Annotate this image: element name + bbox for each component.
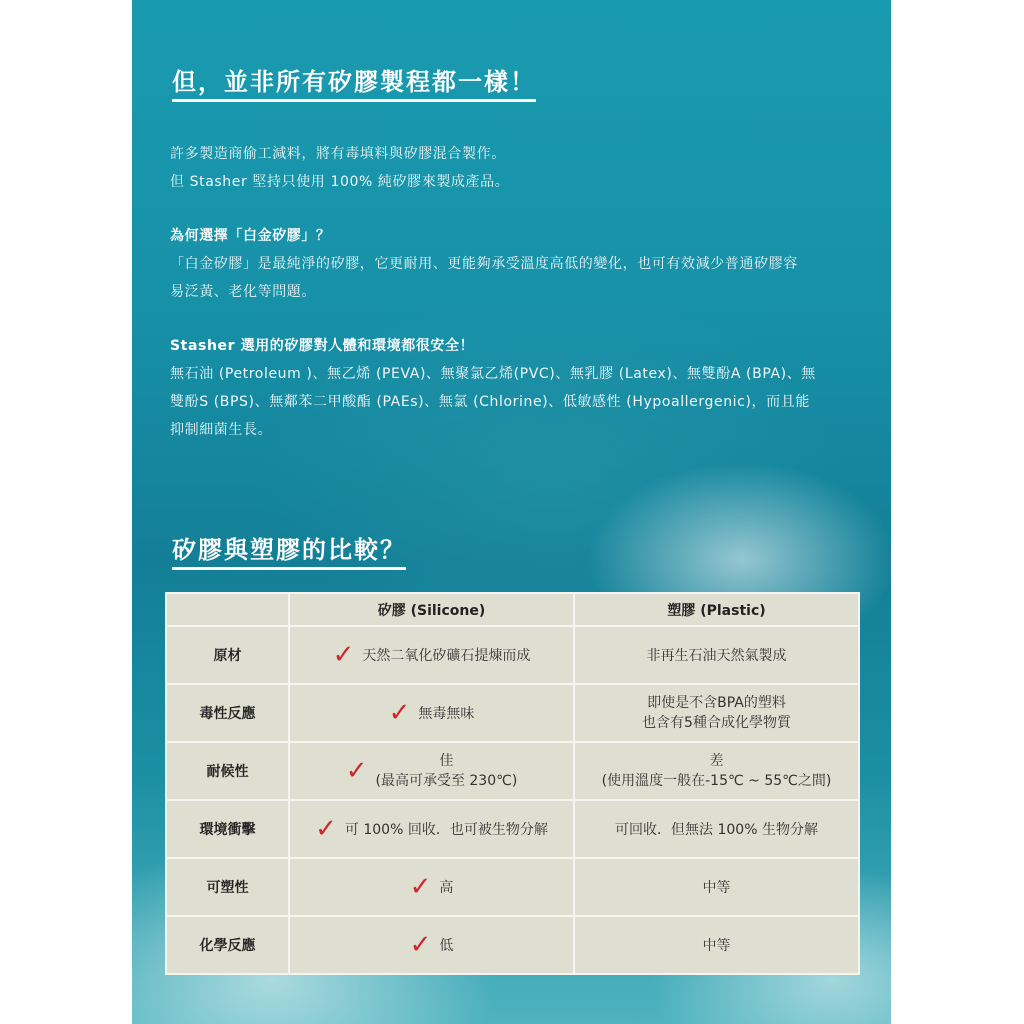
plastic-cell — [574, 684, 859, 742]
plastic-value: 中等 — [574, 858, 859, 916]
plastic-value-line-2: (使用溫度一般在-15℃ ~ 55℃之間) — [601, 773, 832, 789]
row-label: 耐候性 — [166, 742, 289, 800]
silicone-cell — [289, 916, 574, 974]
row-label: 毒性反應 — [166, 684, 289, 742]
why-platinum-line-1: 「白金矽膠」是最純淨的矽膠，它更耐用、更能夠承受溫度高低的變化，也可有效減少普通矽膠容 — [170, 256, 798, 272]
table-header-row — [166, 593, 859, 626]
check-mark-icon: ✓ — [315, 814, 337, 844]
check-mark-icon: ✓ — [332, 640, 355, 670]
table-row — [166, 916, 859, 974]
table-row — [166, 858, 859, 916]
intro-line-2: 但 Stasher 堅持只使用 100% 純矽膠來製成產品。 — [170, 174, 510, 190]
comparison-table — [165, 592, 860, 975]
check-mark-icon: ✓ — [409, 872, 432, 902]
silicone-value-line-1: 佳 — [439, 753, 454, 769]
safety-line-2: 雙酚S (BPS)、無鄰苯二甲酸酯 (PAEs)、無氯 (Chlorine)、低敏感性 (Hypoallergenic)，而且能 — [170, 394, 810, 410]
plastic-value: 可回收．但無法 100% 生物分解 — [574, 800, 859, 858]
silicone-cell — [289, 742, 574, 800]
why-platinum-section — [170, 222, 870, 306]
plastic-cell — [574, 742, 859, 800]
header-empty — [166, 593, 289, 626]
silicone-value: 低 — [439, 938, 454, 954]
silicone-value: 高 — [439, 880, 454, 896]
safety-section — [170, 332, 870, 444]
table-row — [166, 742, 859, 800]
table-row — [166, 800, 859, 858]
table-row — [166, 626, 859, 684]
table-row — [166, 684, 859, 742]
ocean-background-panel — [132, 0, 891, 1024]
silicone-value-line-2: (最高可承受至 230℃) — [375, 773, 518, 789]
safety-line-1: 無石油 (Petroleum )、無乙烯 (PEVA)、無聚氯乙烯(PVC)、無乳膠 (Latex)、無雙酚A (BPA)、無 — [170, 366, 816, 382]
check-mark-icon: ✓ — [409, 930, 432, 960]
check-mark-icon: ✓ — [388, 698, 411, 728]
check-mark-icon: ✓ — [345, 756, 368, 786]
heading-not-all-silicone: 但，並非所有矽膠製程都一樣！ — [172, 62, 536, 102]
plastic-value-line-1: 即使是不含BPA的塑料 — [647, 695, 786, 711]
silicone-value: 無毒無味 — [418, 706, 475, 722]
silicone-cell — [289, 626, 574, 684]
safety-line-3: 抑制細菌生長。 — [170, 422, 273, 438]
silicone-cell — [289, 684, 574, 742]
row-label: 化學反應 — [166, 916, 289, 974]
silicone-cell — [289, 800, 574, 858]
header-plastic: 塑膠 (Plastic) — [574, 593, 859, 626]
row-label: 環境衝擊 — [166, 800, 289, 858]
row-label: 可塑性 — [166, 858, 289, 916]
intro-paragraph — [170, 140, 870, 196]
header-silicone: 矽膠 (Silicone) — [289, 593, 574, 626]
silicone-cell — [289, 858, 574, 916]
plastic-value-line-1: 差 — [709, 753, 724, 769]
row-label: 原材 — [166, 626, 289, 684]
silicone-value: 可 100% 回收．也可被生物分解 — [344, 822, 548, 838]
why-platinum-title: 為何選擇「白金矽膠」？ — [170, 228, 331, 244]
plastic-value: 非再生石油天然氣製成 — [574, 626, 859, 684]
plastic-value-line-2: 也含有5種合成化學物質 — [642, 715, 791, 731]
safety-title: Stasher 選用的矽膠對人體和環境都很安全！ — [170, 338, 475, 354]
silicone-value: 天然二氧化矽礦石提煉而成 — [362, 648, 531, 664]
intro-line-1: 許多製造商偷工減料，將有毒填料與矽膠混合製作。 — [170, 146, 506, 162]
why-platinum-line-2: 易泛黃、老化等問題。 — [170, 284, 316, 300]
heading-comparison: 矽膠與塑膠的比較？ — [172, 530, 406, 570]
plastic-value: 中等 — [574, 916, 859, 974]
